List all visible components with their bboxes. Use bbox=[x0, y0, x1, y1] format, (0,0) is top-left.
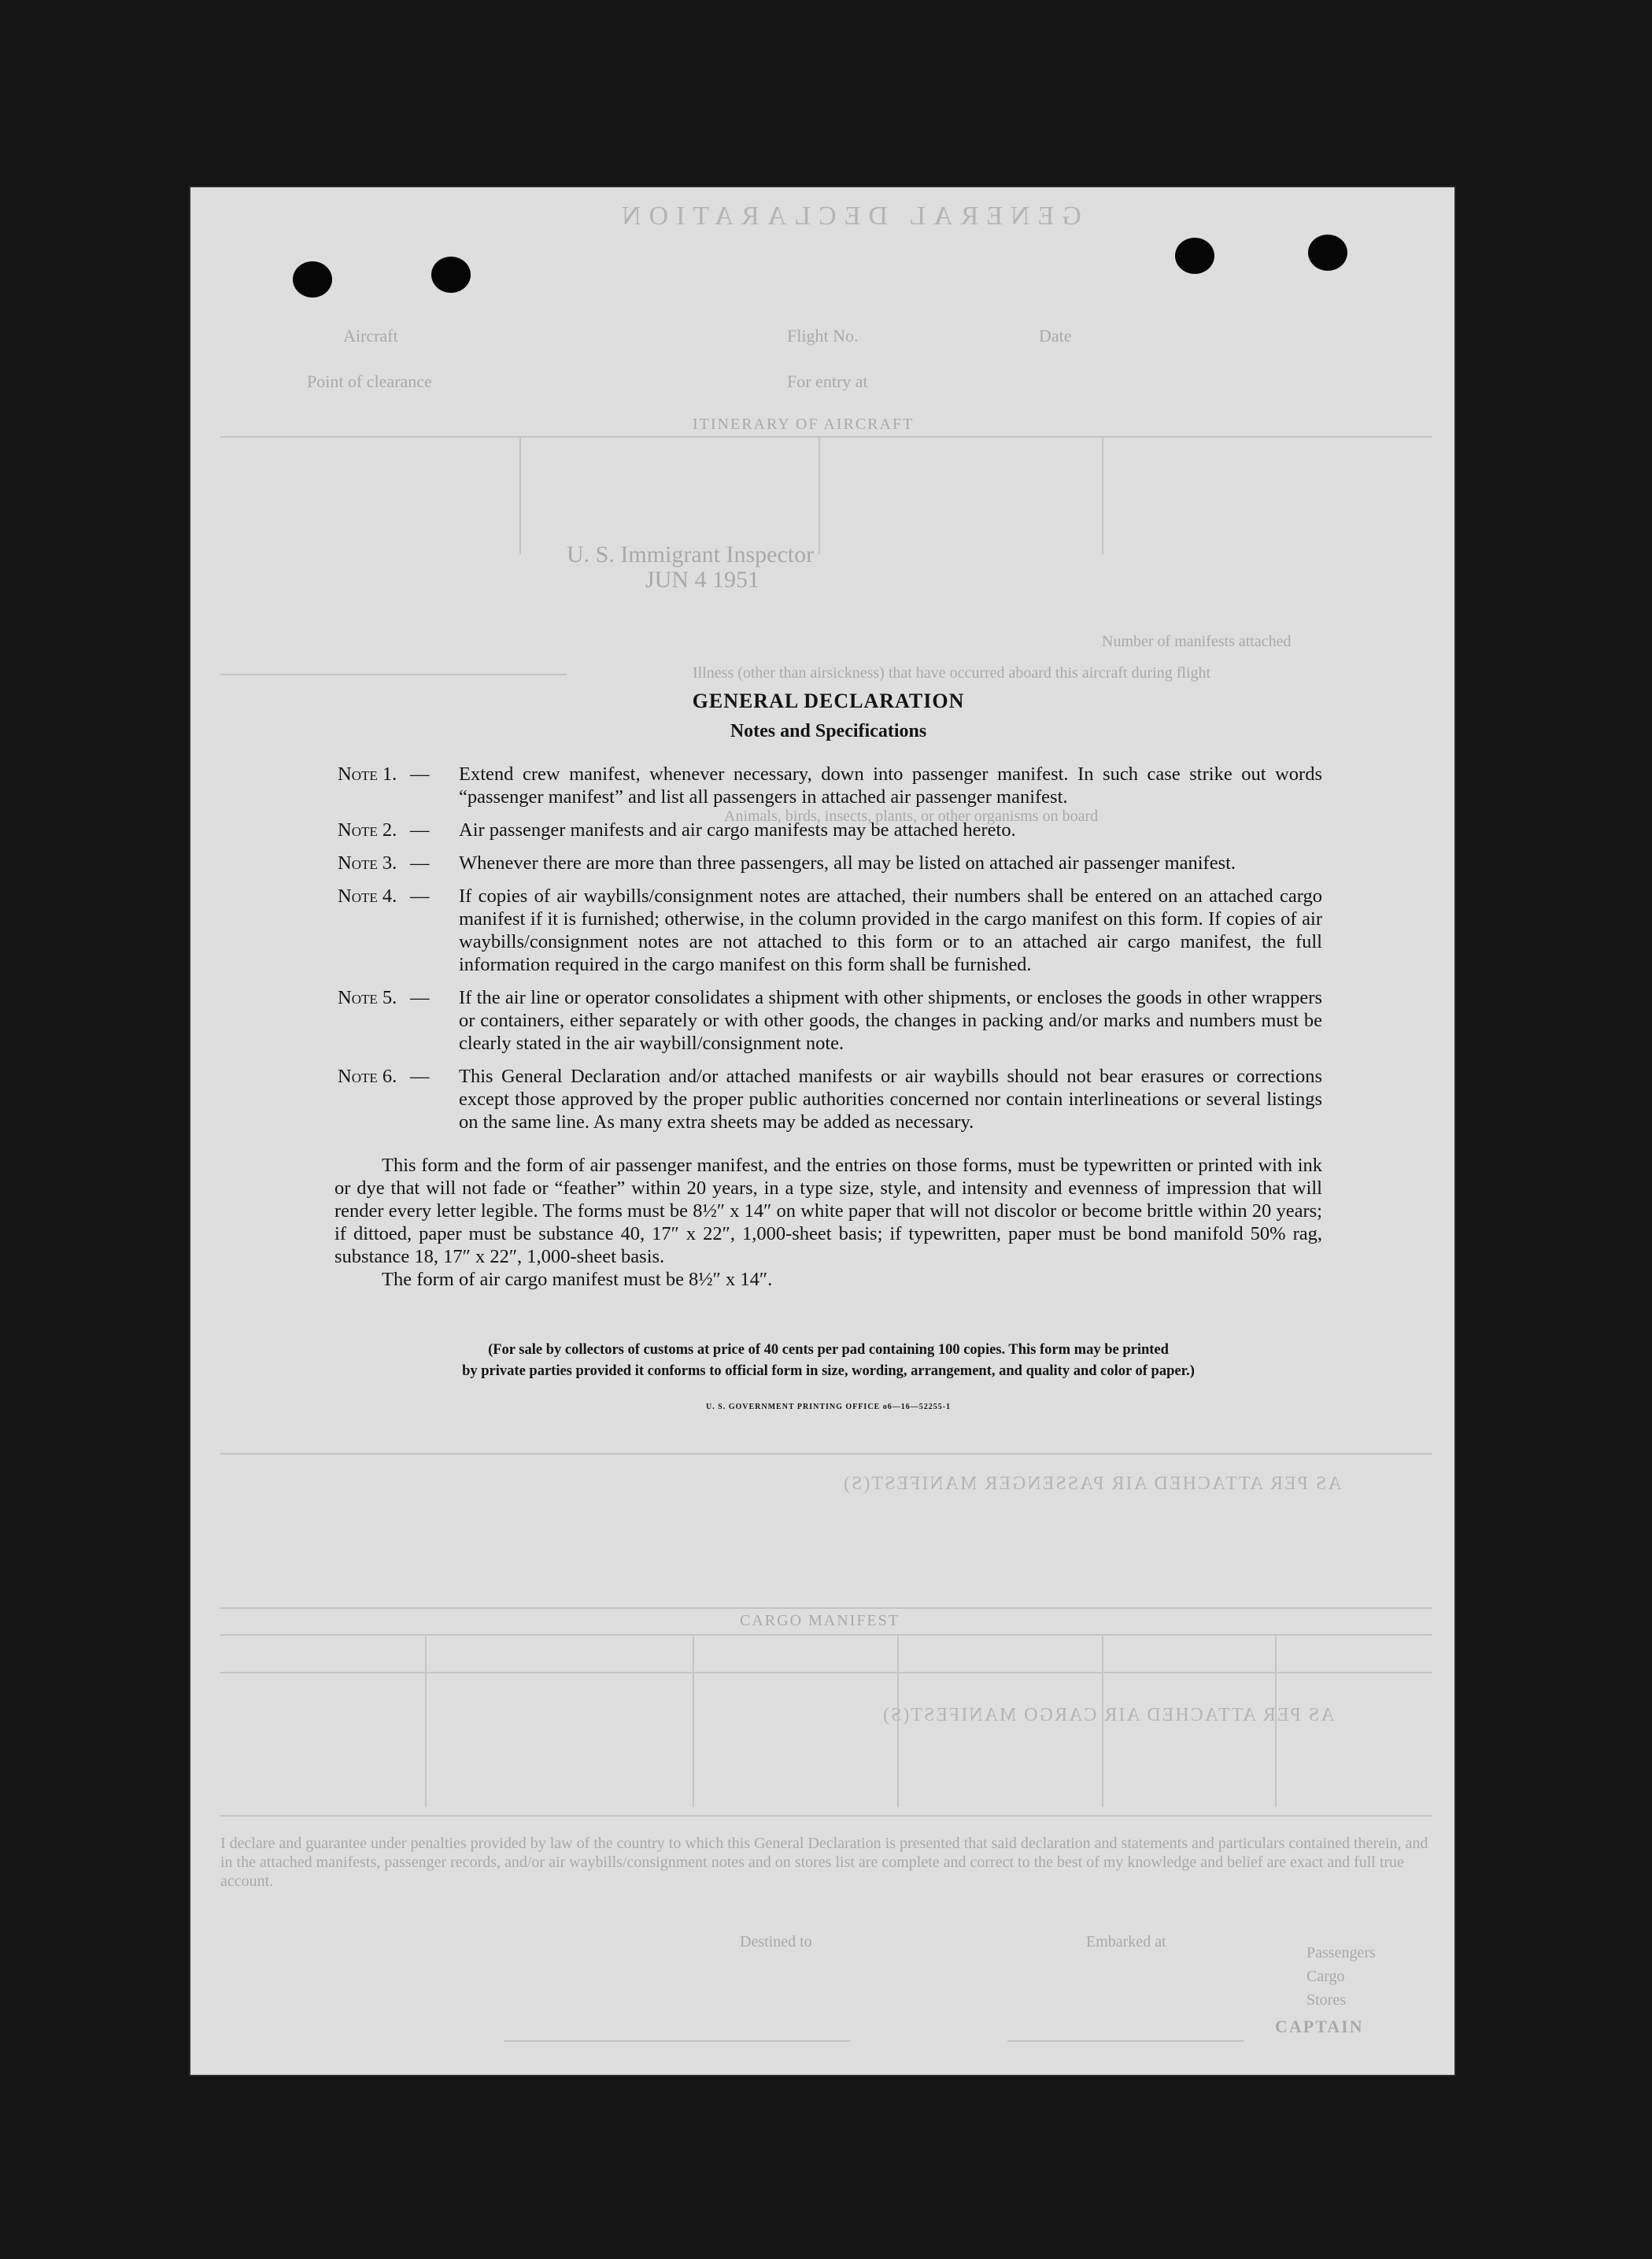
show-through-rule bbox=[693, 1634, 694, 1807]
show-through-aircraft: Aircraft bbox=[343, 326, 398, 346]
note-5: Note 5. — If the air line or operator consolidates a shipment with other shipments, or encloses the goods in other wrappers or containers, either separately or with other goods, the changes in packing and/or marks and numbers must be clearly stated in the air waybill/consignment note. bbox=[338, 987, 1322, 1054]
note-label: Note 5. bbox=[338, 987, 397, 1008]
sale-note-line: (For sale by collectors of customs at price of 40 cents per pad containing 100 copies. This form may be printed bbox=[488, 1342, 1169, 1358]
page-subtitle: Notes and Specifications bbox=[730, 721, 927, 741]
note-label: Note 3. bbox=[338, 852, 397, 874]
document-page bbox=[189, 186, 1456, 2076]
note-label: Note 6. bbox=[338, 1066, 397, 1087]
show-through-heading: GENERAL DECLARATION bbox=[614, 201, 1081, 231]
show-through-cargo: Cargo bbox=[1306, 1968, 1345, 1985]
punch-hole bbox=[431, 257, 471, 293]
note-3: Note 3. — Whenever there are more than three passengers, all may be listed on attached air passenger manifest. bbox=[338, 852, 1236, 874]
note-label: Note 1. bbox=[338, 763, 397, 785]
show-through-stamp: U. S. Immigrant Inspector bbox=[567, 542, 815, 568]
show-through-cargo-title: CARGO MANIFEST bbox=[740, 1612, 900, 1629]
punch-hole bbox=[1308, 235, 1347, 271]
printer-imprint: U. S. GOVERNMENT PRINTING OFFICE o6—16—52255-1 bbox=[705, 1403, 952, 1411]
show-through-point: Point of clearance bbox=[307, 372, 432, 391]
show-through-rule bbox=[519, 436, 521, 554]
show-through-rule bbox=[1007, 2040, 1244, 2042]
specification-paragraph: This form and the form of air passenger manifest, and the entries on those forms, must be typewritten or printed with ink or dye that will not fade or “feather” within 20 years, in a type size, style, and intensity and evenness of impression that will render every letter legible. The forms must be 8½″ x 14″ on white paper that will not discolor or become brittle within 20 years; if dittoed, paper must be substance 40, 17″ x 22″, 1,000-sheet basis; if typewritten, paper must be bond manifold 50% rag, substance 18, 17″ x 22″, 1,000-sheet basis. bbox=[334, 1155, 1322, 1267]
sale-note bbox=[334, 1340, 1322, 1382]
show-through-itinerary: ITINERARY OF AIRCRAFT bbox=[693, 416, 915, 433]
show-through-rule bbox=[220, 1634, 1432, 1636]
note-text: Air passenger manifests and air cargo manifests may be attached hereto. bbox=[459, 819, 1016, 841]
show-through-rule bbox=[819, 436, 820, 554]
show-through-embarked: Embarked at bbox=[1086, 1933, 1166, 1950]
note-text: If the air line or operator consolidates a shipment with other shipments, or encloses the goods in other wrappers or containers, either separately or with other goods, the changes in packing and/or marks and numbers must be clearly stated in the air waybill/consignment note. bbox=[459, 987, 1322, 1054]
note-text: Whenever there are more than three passengers, all may be listed on attached air passenger manifest. bbox=[459, 852, 1236, 874]
show-through-passengers: Passengers bbox=[1306, 1944, 1376, 1961]
note-text: Extend crew manifest, whenever necessary, down into passenger manifest. In such case strike out words “passenger manifest” and list all passengers in attached air passenger manifest. bbox=[459, 763, 1322, 808]
page-title: GENERAL DECLARATION bbox=[692, 690, 965, 712]
cargo-manifest-size: The form of air cargo manifest must be 8½″ x 14″. bbox=[382, 1269, 773, 1290]
show-through-stores: Stores bbox=[1306, 1991, 1346, 2009]
show-through-rule bbox=[504, 2040, 850, 2042]
punch-hole bbox=[293, 261, 332, 298]
show-through-rule bbox=[1102, 436, 1103, 554]
show-through-arrival: For entry at bbox=[787, 372, 868, 391]
note-4: Note 4. — If copies of air waybills/consignment notes are attached, their numbers shall be entered on an attached cargo manifest if it is furnished; otherwise, in the column provided in the cargo manifest on this form. If copies of air waybills/consignment notes are not attached to this form or to an attached air cargo manifest, the full information required in the cargo manifest on this form shall be furnished. bbox=[338, 885, 1322, 975]
note-text: If copies of air waybills/consignment notes are attached, their numbers shall be entered on an attached cargo manifest if it is furnished; otherwise, in the column provided in the cargo manifest on this form. If copies of air waybills/consignment notes are not attached to this form or to an attached air cargo manifest, the full information required in the cargo manifest on this form shall be furnished. bbox=[459, 885, 1322, 975]
note-2: Note 2. — Air passenger manifests and air cargo manifests may be attached hereto. bbox=[338, 819, 1016, 841]
declaration-notes bbox=[334, 690, 1322, 1411]
note-1: Note 1. — Extend crew manifest, whenever necessary, down into passenger manifest. In such case strike out words “passenger manifest” and list all passengers in attached air passenger manifest. bbox=[338, 763, 1322, 808]
note-6: Note 6. — This General Declaration and/or attached manifests or air waybills should not bear erasures or corrections except those approved by the proper public authorities concerned nor contain interlineations or several listings on the same line. As many extra sheets may be added as necessary. bbox=[338, 1066, 1322, 1133]
show-through-rule bbox=[220, 674, 567, 675]
note-label: Note 4. bbox=[338, 885, 397, 907]
note-label: Note 2. bbox=[338, 819, 397, 841]
note-text: This General Declaration and/or attached manifests or air waybills should not bear erasures or corrections except those approved by the proper public authorities concerned nor contain interlineations or several listings on the same line. As many extra sheets may be added as necessary. bbox=[459, 1066, 1322, 1133]
show-through-number-manifests: Number of manifests attached bbox=[1102, 633, 1292, 650]
show-through-rule bbox=[220, 436, 1432, 438]
show-through-illness: Illness (other than airsickness) that have occurred aboard this aircraft during flight bbox=[693, 664, 1211, 682]
punch-hole bbox=[1175, 238, 1214, 274]
show-through-animals: Animals, birds, insects, plants, or other organisms on board bbox=[724, 808, 1099, 825]
show-through-rule bbox=[220, 1672, 1432, 1673]
show-through-passenger-manifest: AS PER ATTACHED AIR PASSENGER MANIFEST(S) bbox=[842, 1473, 1342, 1494]
show-through-cargo-manifest: AS PER ATTACHED AIR CARGO MANIFEST(S) bbox=[881, 1705, 1335, 1725]
show-through-flight: Flight No. bbox=[787, 326, 859, 346]
show-through-declare: I declare and guarantee under penalties provided by law of the country to which this General Declaration is presented that said declaration and statements and particulars contained therein, and in the attached manifests, passenger records, and/or air waybills/consignment notes and on stores list are complete and correct to the best of my knowledge and belief are exact and full true account. bbox=[220, 1835, 1428, 1890]
show-through-rule bbox=[220, 1815, 1432, 1817]
show-through-date: Date bbox=[1039, 326, 1072, 346]
show-through-destined: Destined to bbox=[740, 1933, 812, 1950]
show-through-rule bbox=[425, 1634, 427, 1807]
show-through-rule bbox=[220, 1453, 1432, 1455]
sale-note-line: by private parties provided it conforms to official form in size, wording, arrangement, and quality and color of paper.) bbox=[462, 1363, 1195, 1379]
show-through-stamp-date: JUN 4 1951 bbox=[645, 567, 760, 593]
show-through-rule bbox=[220, 1607, 1432, 1609]
show-through-captain: CAPTAIN bbox=[1275, 2017, 1364, 2036]
